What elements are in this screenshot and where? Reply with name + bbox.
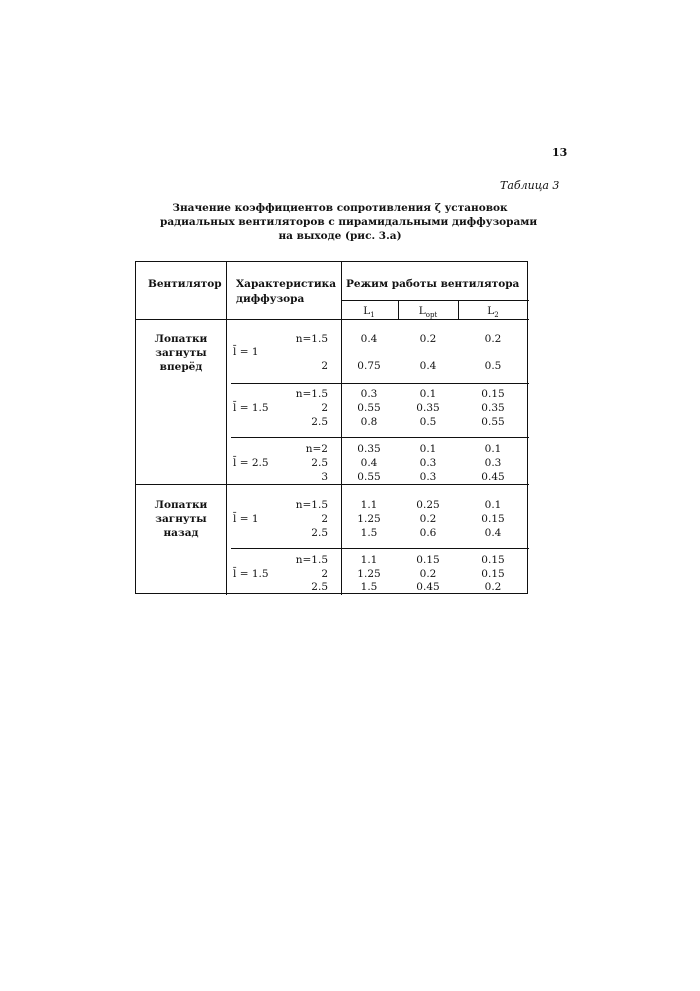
cell-l2: 0.3 <box>484 457 502 469</box>
n-value: 2.5 <box>311 416 328 428</box>
header-l2: $L_2$ <box>487 305 499 320</box>
n-value: 2 <box>321 513 328 525</box>
cell-l1: 0.55 <box>357 471 381 483</box>
cell-lopt: 0.6 <box>419 527 437 539</box>
header-lopt: $L_{opt}$ <box>418 305 438 320</box>
caption-line-2: радиальных вентиляторов с пирамидальными диффузорами <box>160 216 538 228</box>
cell-lopt: 0.2 <box>419 568 437 580</box>
table-label: Таблица 3 <box>500 179 560 192</box>
col-rule-1 <box>226 262 227 595</box>
cell-l2: 0.55 <box>481 416 505 428</box>
header-fan: Вентилятор <box>148 278 222 290</box>
n-value: n=1.5 <box>295 388 328 400</box>
cell-l2: 0.15 <box>481 388 505 400</box>
cell-l2: 0.15 <box>481 513 505 525</box>
cell-l2: 0.15 <box>481 554 505 566</box>
cell-l2: 0.45 <box>481 471 505 483</box>
cell-lopt: 0.25 <box>416 499 440 511</box>
header-diffuser-line-1: Характеристика <box>236 278 337 290</box>
page-number: 13 <box>552 146 568 159</box>
cell-l1: 0.3 <box>360 388 378 400</box>
n-value: n=1.5 <box>295 499 328 511</box>
n-value: 2 <box>321 568 328 580</box>
section-length-label: l̄ = 1.5 <box>233 402 269 414</box>
n-value: 2 <box>321 360 328 372</box>
cell-l1: 0.35 <box>357 443 381 455</box>
n-value: 2.5 <box>311 581 328 593</box>
cell-l1: 0.8 <box>360 416 378 428</box>
section-divider-3 <box>231 548 529 549</box>
n-value: 2.5 <box>311 527 328 539</box>
cell-l1: 1.5 <box>360 581 378 593</box>
fan-group-backward: Лопатки загнуты назад <box>154 499 208 539</box>
fan-group-forward: Лопатки загнуты вперёд <box>154 333 208 373</box>
cell-lopt: 0.3 <box>419 457 437 469</box>
n-value: 2 <box>321 402 328 414</box>
table-caption <box>160 201 538 243</box>
cell-l1: 0.4 <box>360 457 378 469</box>
group-divider <box>136 484 529 485</box>
col-rule-3 <box>398 300 399 320</box>
cell-l1: 1.1 <box>360 499 378 511</box>
cell-l1: 0.75 <box>357 360 381 372</box>
cell-l1: 1.5 <box>360 527 378 539</box>
section-divider-1 <box>231 383 529 384</box>
cell-l2: 0.4 <box>484 527 502 539</box>
cell-l2: 0.1 <box>484 443 502 455</box>
cell-lopt: 0.35 <box>416 402 440 414</box>
cell-l2: 0.2 <box>484 333 502 345</box>
data-table <box>135 261 528 594</box>
cell-l1: 0.4 <box>360 333 378 345</box>
cell-lopt: 0.2 <box>419 333 437 345</box>
section-length-label: l̄ = 2.5 <box>233 457 269 469</box>
cell-lopt: 0.2 <box>419 513 437 525</box>
cell-l2: 0.5 <box>484 360 502 372</box>
cell-l1: 1.25 <box>357 513 381 525</box>
caption-line-3: на выходе (рис. 3.а) <box>278 230 402 242</box>
header-mode: Режим работы вентилятора <box>346 278 520 290</box>
cell-l2: 0.1 <box>484 499 502 511</box>
cell-lopt: 0.1 <box>419 443 437 455</box>
cell-lopt: 0.5 <box>419 416 437 428</box>
section-length-label: l̄ = 1 <box>233 513 259 525</box>
cell-l1: 0.55 <box>357 402 381 414</box>
n-value: 2.5 <box>311 457 328 469</box>
section-length-label: l̄ = 1.5 <box>233 568 269 580</box>
col-rule-2 <box>341 262 342 595</box>
cell-lopt: 0.15 <box>416 554 440 566</box>
cell-l2: 0.15 <box>481 568 505 580</box>
cell-l1: 1.25 <box>357 568 381 580</box>
section-divider-2 <box>231 437 529 438</box>
cell-lopt: 0.45 <box>416 581 440 593</box>
col-rule-4 <box>458 300 459 320</box>
header-l1: $L_1$ <box>363 305 375 320</box>
header-diffuser-line-2: диффузора <box>236 293 305 305</box>
cell-lopt: 0.3 <box>419 471 437 483</box>
cell-lopt: 0.1 <box>419 388 437 400</box>
cell-lopt: 0.4 <box>419 360 437 372</box>
n-value: n=1.5 <box>295 333 328 345</box>
n-value: n=1.5 <box>295 554 328 566</box>
header-mid-rule <box>341 300 529 301</box>
caption-line-1: Значение коэффициентов сопротивления ζ установок <box>172 202 508 214</box>
cell-l1: 1.1 <box>360 554 378 566</box>
section-length-label: l̄ = 1 <box>233 346 259 358</box>
header-bottom-rule <box>136 319 529 320</box>
n-value: n=2 <box>305 443 328 455</box>
n-value: 3 <box>321 471 328 483</box>
cell-l2: 0.2 <box>484 581 502 593</box>
cell-l2: 0.35 <box>481 402 505 414</box>
